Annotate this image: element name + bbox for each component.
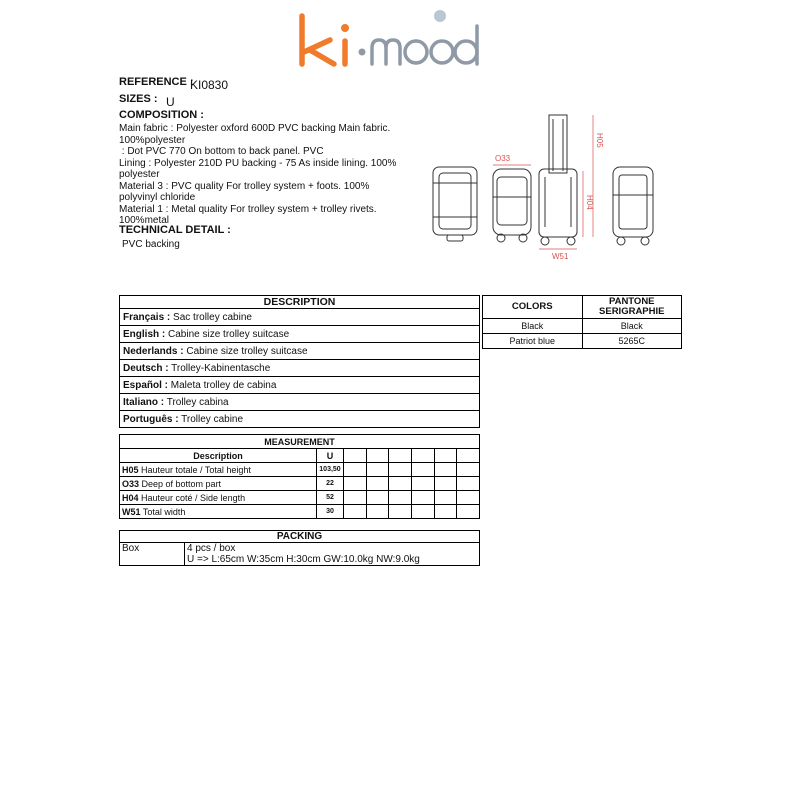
description-row: English : Cabine size trolley suitcase [120, 326, 480, 343]
measurement-row: H05 Hauteur totale / Total height 103,50 [120, 463, 480, 477]
dim-w51-label: W51 [552, 252, 569, 261]
description-row: Français : Sac trolley cabine [120, 309, 480, 326]
color-name: Patriot blue [483, 334, 583, 349]
pantone-header: PANTONE SERIGRAPHIE [582, 296, 682, 319]
trolley-other-side-view [613, 167, 653, 245]
description-row: Deutsch : Trolley-Kabinentasche [120, 360, 480, 377]
measurement-table [119, 434, 480, 519]
description-row: Italiano : Trolley cabina [120, 394, 480, 411]
trolley-side-view [493, 169, 531, 242]
colors-header: COLORS [483, 296, 583, 319]
composition-text: Main fabric : Polyester oxford 600D PVC backing Main fabric. 100%polyester : Dot PVC 770 On bottom to back panel. PVC Lining : Polyester 210D PU backing - 75 As inside lining. 100% polyester Material 3 : PVC quality For trolley system + foots. 100% polyvinyl chloride Material 1 : Metal quality For trolley system + trolley rivets. 100%metal [119, 123, 397, 226]
trolley-technical-drawing [425, 105, 695, 275]
technical-detail-value: PVC backing [122, 239, 180, 250]
logo-mood [372, 26, 477, 64]
measurement-size-header: U [317, 449, 344, 463]
pantone-value: 5265C [582, 334, 682, 349]
dim-h04-label: H04 [585, 195, 594, 210]
dim-h05-label: H05 [595, 133, 604, 148]
reference-value: KI0830 [190, 78, 229, 92]
sizes-value: U [166, 95, 175, 109]
brand-logo [290, 6, 490, 72]
reference-label: REFERENCE : [119, 76, 194, 88]
color-row [483, 334, 682, 349]
description-row: Português : Trolley cabine [120, 411, 480, 428]
measurement-row: W51 Total width 30 [120, 505, 480, 519]
packing-header: PACKING [120, 531, 480, 543]
color-row [483, 319, 682, 334]
measurement-row: H04 Hauteur coté / Side length 52 [120, 491, 480, 505]
pantone-value: Black [582, 319, 682, 334]
packing-table [119, 530, 480, 566]
logo-ki [302, 16, 345, 64]
color-name: Black [483, 319, 583, 334]
measurement-row: O33 Deep of bottom part 22 [120, 477, 480, 491]
trolley-front-view [433, 167, 477, 241]
packing-type: Box [120, 543, 185, 566]
composition-label: COMPOSITION : [119, 109, 204, 121]
technical-detail-label: TECHNICAL DETAIL : [119, 224, 231, 236]
description-row: Español : Maleta trolley de cabina [120, 377, 480, 394]
packing-details: 4 pcs / box U => L:65cm W:35cm H:30cm GW:10.0kg NW:9.0kg [185, 543, 480, 566]
measurement-desc-header: Description [120, 449, 317, 463]
trolley-back-view [539, 115, 577, 245]
sizes-label: SIZES : [119, 93, 158, 105]
measurement-header: MEASUREMENT [120, 435, 480, 449]
dim-o33-label: O33 [495, 154, 511, 163]
description-header: DESCRIPTION [120, 296, 480, 309]
description-row: Nederlands : Cabine size trolley suitcase [120, 343, 480, 360]
colors-table [482, 295, 682, 349]
description-table [119, 295, 480, 428]
